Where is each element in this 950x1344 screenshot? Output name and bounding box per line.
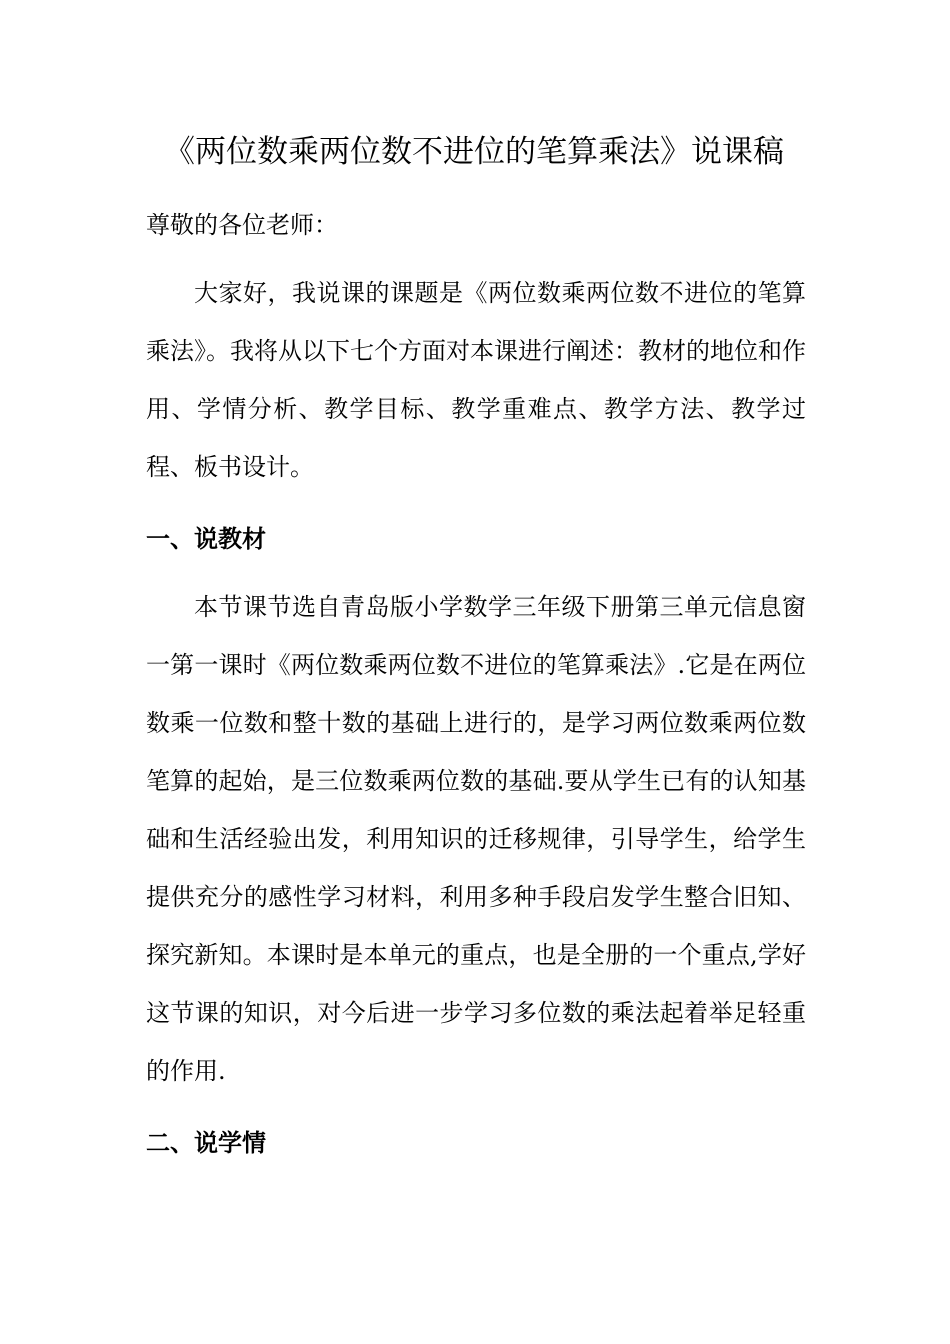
intro-paragraph: 大家好，我说课的课题是《两位数乘两位数不进位的笔算乘法》。我将从以下七个方面对本课进行阐述：教材的地位和作用、学情分析、教学目标、教学重难点、教学方法、教学过程、板书设计。 (146, 279, 806, 481)
section-heading-students: 二、说学情 (146, 1129, 266, 1157)
salutation: 尊敬的各位老师： (146, 211, 338, 239)
section-heading-textbook: 一、说教材 (146, 525, 266, 553)
section-body-textbook: 本节课节选自青岛版小学数学三年级下册第三单元信息窗一第一课时《两位数乘两位数不进位的笔算乘法》.它是在两位数乘一位数和整十数的基础上进行的，是学习两位数乘两位数笔算的起始，是三位数乘两位数的基础.要从学生已有的认知基础和生活经验出发，利用知识的迁移规律，引导学生，给学生提供充分的感性学习材料，利用多种手段启发学生整合旧知、探究新知。本课时是本单元的重点，也是全册的一个重点,学好这节课的知识，对今后进一步学习多位数的乘法起着举足轻重的作用. (146, 593, 806, 1085)
document-page (146, 128, 806, 1172)
document-title: 《两位数乘两位数不进位的笔算乘法》说课稿 (164, 134, 784, 170)
